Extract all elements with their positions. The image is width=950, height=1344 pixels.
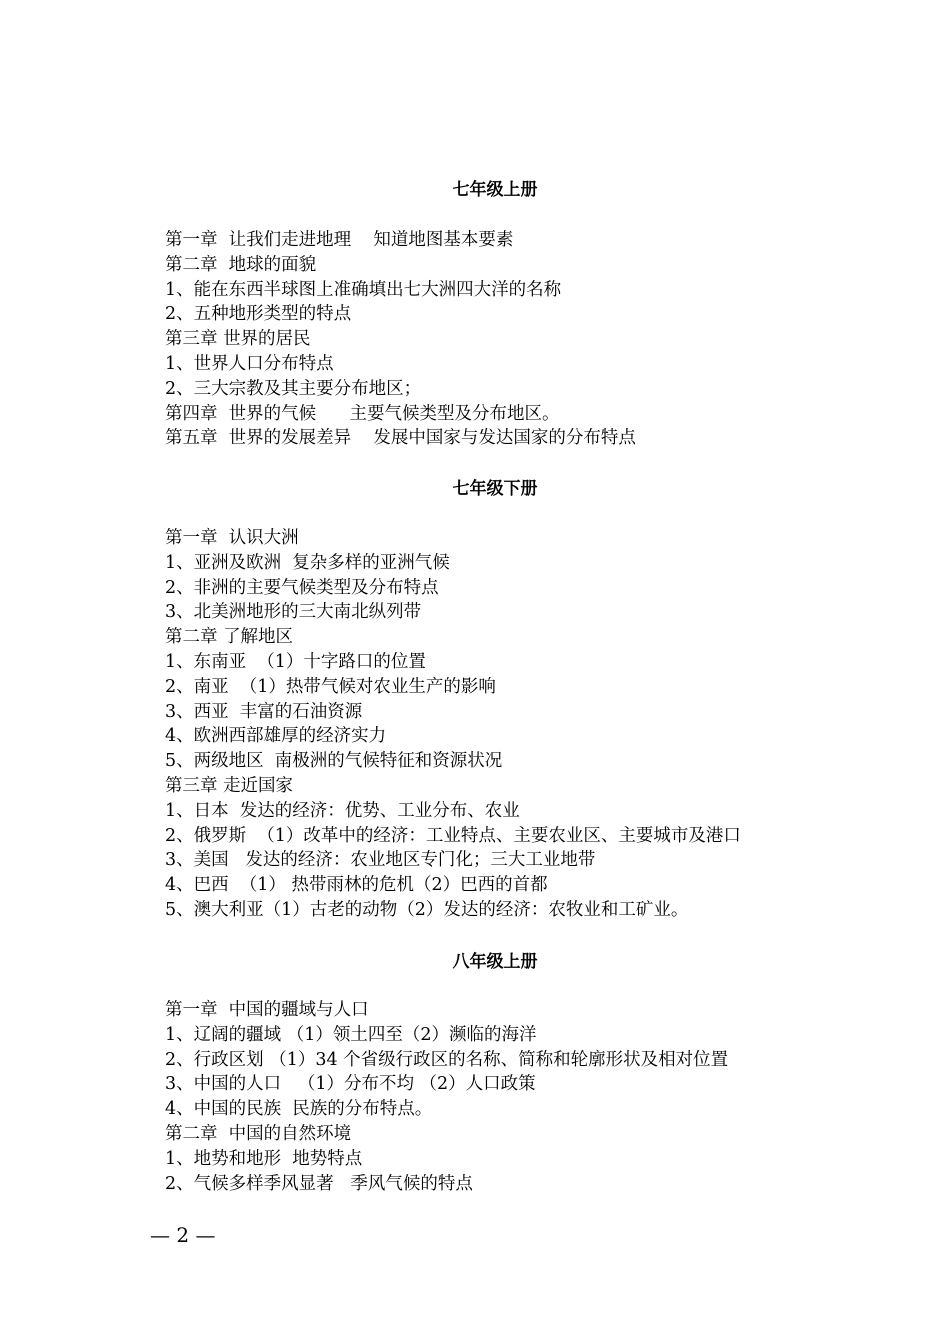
text-line: 3、美国 发达的经济：农业地区专门化；三大工业地带 xyxy=(165,850,596,871)
text-line: 第一章 认识大洲 xyxy=(165,528,299,548)
section-grade7-volume1-content xyxy=(165,228,925,451)
text-line: 2、行政区划 （1）34 个省级行政区的名称、简称和轮廓形状及相对位置 xyxy=(165,1049,729,1070)
text-line: 第二章 了解地区 xyxy=(165,627,294,648)
text-line: 2、非洲的主要气候类型及分布特点 xyxy=(165,577,439,598)
section-title-grade7-volume2: 七年级下册 xyxy=(452,479,538,499)
text-line: 第四章 世界的气候 主要气候类型及分布地区。 xyxy=(165,403,560,424)
text-line: 5、澳大利亚（1）古老的动物（2）发达的经济：农牧业和工矿业。 xyxy=(165,899,689,920)
text-line: 1、世界人口分布特点 xyxy=(165,353,334,374)
text-line: 4、欧洲西部雄厚的经济实力 xyxy=(165,726,387,747)
section-title-grade8-volume1: 八年级上册 xyxy=(452,952,538,972)
text-line: 3、中国的人口 （1）分布不均 （2）人口政策 xyxy=(165,1074,536,1095)
section-grade8-volume1-content xyxy=(165,998,925,1196)
page-number: — 2 — xyxy=(150,1223,216,1247)
section-grade7-volume2-content xyxy=(165,526,925,923)
text-line: 1、东南亚 （1）十字路口的位置 xyxy=(165,651,426,672)
text-line: 第三章 世界的居民 xyxy=(165,329,311,350)
text-line: 1、地势和地形 地势特点 xyxy=(165,1148,363,1169)
text-line: 1、亚洲及欧洲 复杂多样的亚洲气候 xyxy=(165,552,450,573)
text-line: 第二章 地球的面貌 xyxy=(165,254,317,275)
text-line: 5、两级地区 南极洲的气候特征和资源状况 xyxy=(165,751,503,772)
text-line: 1、日本 发达的经济：优势、工业分布、农业 xyxy=(165,800,520,821)
text-line: 第三章 走近国家 xyxy=(165,775,294,796)
text-line: 3、北美洲地形的三大南北纵列带 xyxy=(165,602,422,623)
text-line: 2、三大宗教及其主要分布地区； xyxy=(165,378,422,399)
section-title-grade7-volume1: 七年级上册 xyxy=(452,180,538,200)
text-line: 第二章 中国的自然环境 xyxy=(165,1123,352,1144)
text-line: 2、气候多样季风显著 季风气候的特点 xyxy=(165,1173,473,1194)
text-line: 4、巴西 （1） 热带雨林的危机（2）巴西的首都 xyxy=(165,875,548,896)
text-line: 4、中国的民族 民族的分布特点。 xyxy=(165,1099,433,1120)
text-line: 1、能在东西半球图上准确填出七大洲四大洋的名称 xyxy=(165,279,562,300)
text-line: 第五章 世界的发展差异 发展中国家与发达国家的分布特点 xyxy=(165,428,636,449)
text-line: 3、西亚 丰富的石油资源 xyxy=(165,701,363,722)
text-line: 第一章 中国的疆域与人口 xyxy=(165,1000,369,1020)
text-line: 2、五种地形类型的特点 xyxy=(165,304,352,325)
text-line: 2、南亚 （1）热带气候对农业生产的影响 xyxy=(165,676,496,697)
text-line: 2、俄罗斯 （1）改革中的经济：工业特点、主要农业区、主要城市及港口 xyxy=(165,825,741,846)
text-line: 1、辽阔的疆域 （1）领土四至（2）濒临的海洋 xyxy=(165,1024,537,1045)
text-line: 第一章 让我们走进地理 知道地图基本要素 xyxy=(165,230,514,250)
